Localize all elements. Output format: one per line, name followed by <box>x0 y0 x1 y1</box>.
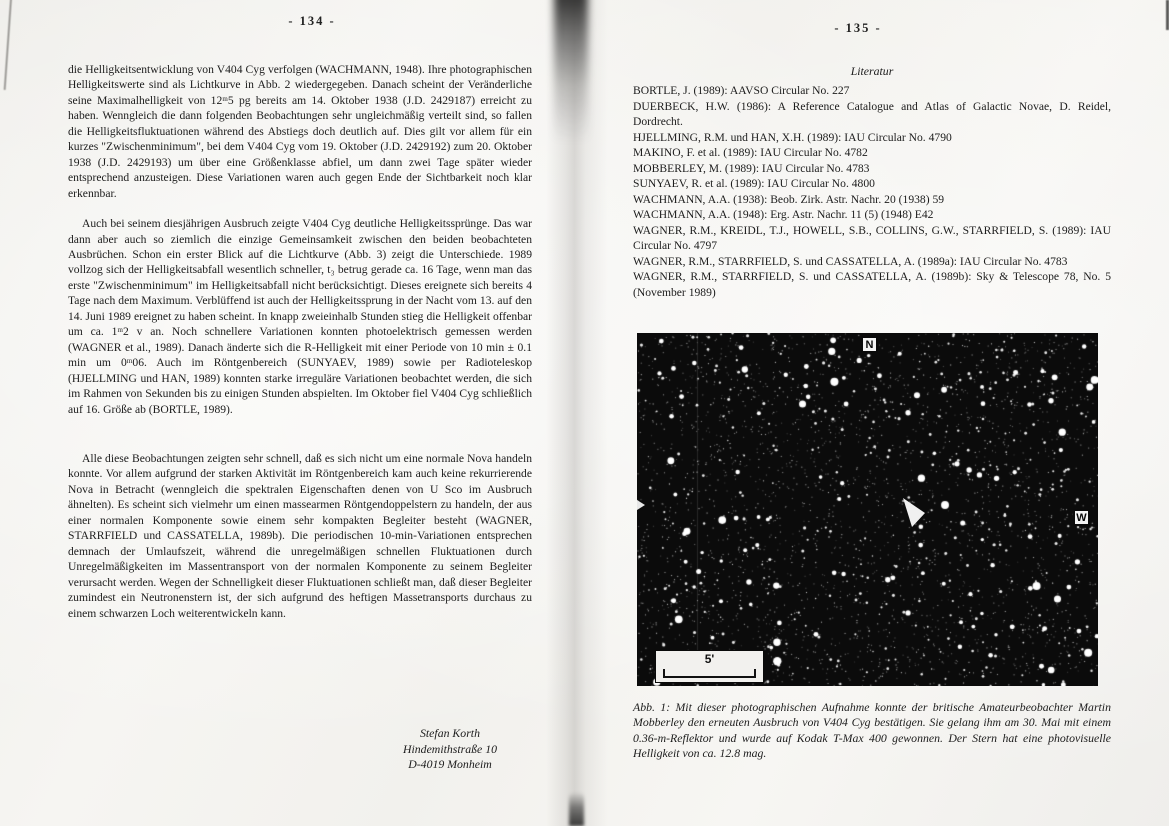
starfield-photograph <box>637 333 1098 686</box>
west-direction-label: W <box>1073 509 1090 526</box>
reference-entry: WAGNER, R.M., STARRFIELD, S. und CASSATELLA, A. (1989a): IAU Circular No. 4783 <box>633 254 1068 268</box>
literature-heading: Literatur <box>850 64 894 78</box>
paragraph-outburst-1989: Auch bei seinem diesjährigen Ausbruch zeigte V404 Cyg deutliche Helligkeitssprünge. Das war dann aber auch so ziemlich die einzige Gemeinsamkeit zwischen den beiden beobachteten Ausbrüchen. Schon ein erster Blick auf die Lichtkurve (Abb. 3) zeigt die Unterschiede. 1989 vollzog sich der Helligkeitsabfall wesentlich schneller, t₃ betrug gerade ca. 16 Tage, wenn man das erste "Zwischenminimum" im Helligkeitsabfall nicht berücksichtigt. Dieses ereignete sich bereits 4 Tage nach dem Maximum. Verblüffend ist auch der Helligkeitssprung in der Nacht vom 13. auf den 14. Juni 1989 ereignet zu haben scheint. In knapp zweieinhalb Stunden stieg die Helligkeit offenbar um ca. 1ᵐ2 v an. Noch schnellere Variationen konnten photoelektrisch gemessen werden (WAGNER et al., 1989). Danach änderte sich die R-Helligkeit mit einer Periode von 10 min ± 0.1 min um 0ᵐ06. Auch im Röntgenbereich (SUNYAEV, 1989) sowie per Radioteleskop (HJELLMING und HAN, 1989) konnten starke irreguläre Variationen beobachtet werden, die sich im Rahmen von Sekunden bis zu einigen Stunden abspielten. Im Oktober fiel V404 Cyg schließlich auf 16. Größe ab (BORTLE, 1989). <box>68 217 532 416</box>
scan-edge-mark-top-left <box>4 0 13 90</box>
reference-entry: DUERBECK, H.W. (1986): A Reference Catalogue and Atlas of Galactic Novae, D. Reidel, Dordrecht. <box>633 99 1111 128</box>
left-edge-marker-icon <box>637 500 645 510</box>
reference-entry: HJELLMING, R.M. und HAN, X.H. (1989): IAU Circular No. 4790 <box>633 130 952 144</box>
reference-entry: BORTLE, J. (1989): AAVSO Circular No. 227 <box>633 84 850 97</box>
reference-entry: WACHMANN, A.A. (1938): Beob. Zirk. Astr. Nachr. 20 (1938) 59 <box>633 192 945 206</box>
reference-entry: SUNYAEV, R. et al. (1989): IAU Circular No. 4800 <box>633 177 875 190</box>
author-street: Hindemithstraße 10 <box>402 741 498 756</box>
scale-bar-box <box>655 650 764 683</box>
reference-entry: MAKINO, F. et al. (1989): IAU Circular No. 4782 <box>633 146 868 159</box>
left-page-body <box>68 62 532 621</box>
scale-bar-bracket <box>663 669 756 678</box>
starfield-canvas <box>637 333 1098 686</box>
reference-entry: WAGNER, R.M., KREIDL, T.J., HOWELL, S.B., COLLINS, G.W., STARRFIELD, S. (1989): IAU Circular No. 4797 <box>633 223 1111 252</box>
literature-section <box>633 64 1111 300</box>
reference-entry: WAGNER, R.M., STARRFIELD, S. und CASSATELLA, A. (1989b): Sky & Telescope 78, No. 5 (November 1989) <box>633 270 1111 299</box>
figure-caption: Abb. 1: Mit dieser photographischen Aufnahme konnte der britische Amateurbeobachter Martin Mobberley den erneuten Ausbruch von V404 Cyg bestätigen. Sie gelang ihm am 30. Mai mit einem 0.36-m-Reflektor und wurde auf Kodak T-Max 400 gewonnen. Der Stern hat eine photovisuelle Helligkeit von ca. 12.8 mag. <box>633 700 1111 760</box>
north-direction-label: N <box>861 336 878 353</box>
author-city: D-4019 Monheim <box>408 757 492 771</box>
page-number-right: - 135 - <box>834 21 882 35</box>
page-number-left: - 134 - <box>288 14 336 28</box>
reference-entry: WACHMANN, A.A. (1948): Erg. Astr. Nachr. 11 (5) (1948) E42 <box>633 208 934 221</box>
reference-entry: MOBBERLEY, M. (1989): IAU Circular No. 4783 <box>633 161 870 175</box>
paragraph-nova-interpretation: Alle diese Beobachtungen zeigten sehr schnell, daß es sich nicht um eine normale Nova handeln konnte. Vor allem aufgrund der starken Aktivität im Röntgenbereich kam auch keine rekurrierende Nova in Betracht (wenngleich die spektralen Eigenschaften denen von U Sco im Ausbruch ähnelten). Es scheint sich vielmehr um einen massearmen Röntgendoppelstern zu handeln, der aus einer normalen Komponente sowie einem sehr kompakten Begleiter besteht (WAGNER, STARRFIELD und CASSATELLA, 1989b). Die periodischen 10-min-Variationen entsprechen demnach der Umlaufszeit, während die unregelmäßigen schnellen Fluktuationen durch Unregelmäßigkeiten im Massentransport von der normalen Komponente zu seinem Begleiter verursacht werden. Wegen der Schnelligkeit dieser Fluktuationen schließt man, daß dieser Begleiter zumindest ein Neutronenstern ist, der sich aufgrund des heftigen Massetransports durchaus zu einem schwarzen Loch weiterentwickeln kann. <box>68 451 532 620</box>
book-gutter-shadow-top <box>554 0 588 142</box>
book-gutter-shadow-bottom <box>569 792 584 826</box>
author-signature-block <box>330 726 570 773</box>
paragraph-lightcurve-1938: die Helligkeitsentwicklung von V404 Cyg verfolgen (WACHMANN, 1948). Ihre photographischen Helligkeitswerte sind als Lichtkurve in Abb. 2 wiedergegeben. Danach scheint der Veränderliche seine Maximalhelligkeit von 12ᵐ5 pg bereits am 14. Oktober 1938 (J.D. 2429187) erreicht zu haben. Wenngleich die dann folgenden Beobachtungen sehr ungleichmäßig verteilt sind, so fallen die Helligkeitsfluktuationen während des Abstiegs doch deutlich auf. Dies gilt vor allem für ein kurzes "Zwischenminimum", bei dem V404 Cyg vom 19. Oktober (J.D. 2429192) zum 20. Oktober 1938 (J.D. 2429193) um über eine Größenklasse abfiel, um dann zwei Tage später wieder entsprechend anzusteigen. Diese Variationen waren auch gegen Ende der Sichtbarkeit noch klar erkennbar. <box>68 63 532 200</box>
nova-pointer-arrow-icon <box>901 496 931 532</box>
scale-bar-label: 5' <box>704 652 715 666</box>
author-name: Stefan Korth <box>420 726 480 740</box>
